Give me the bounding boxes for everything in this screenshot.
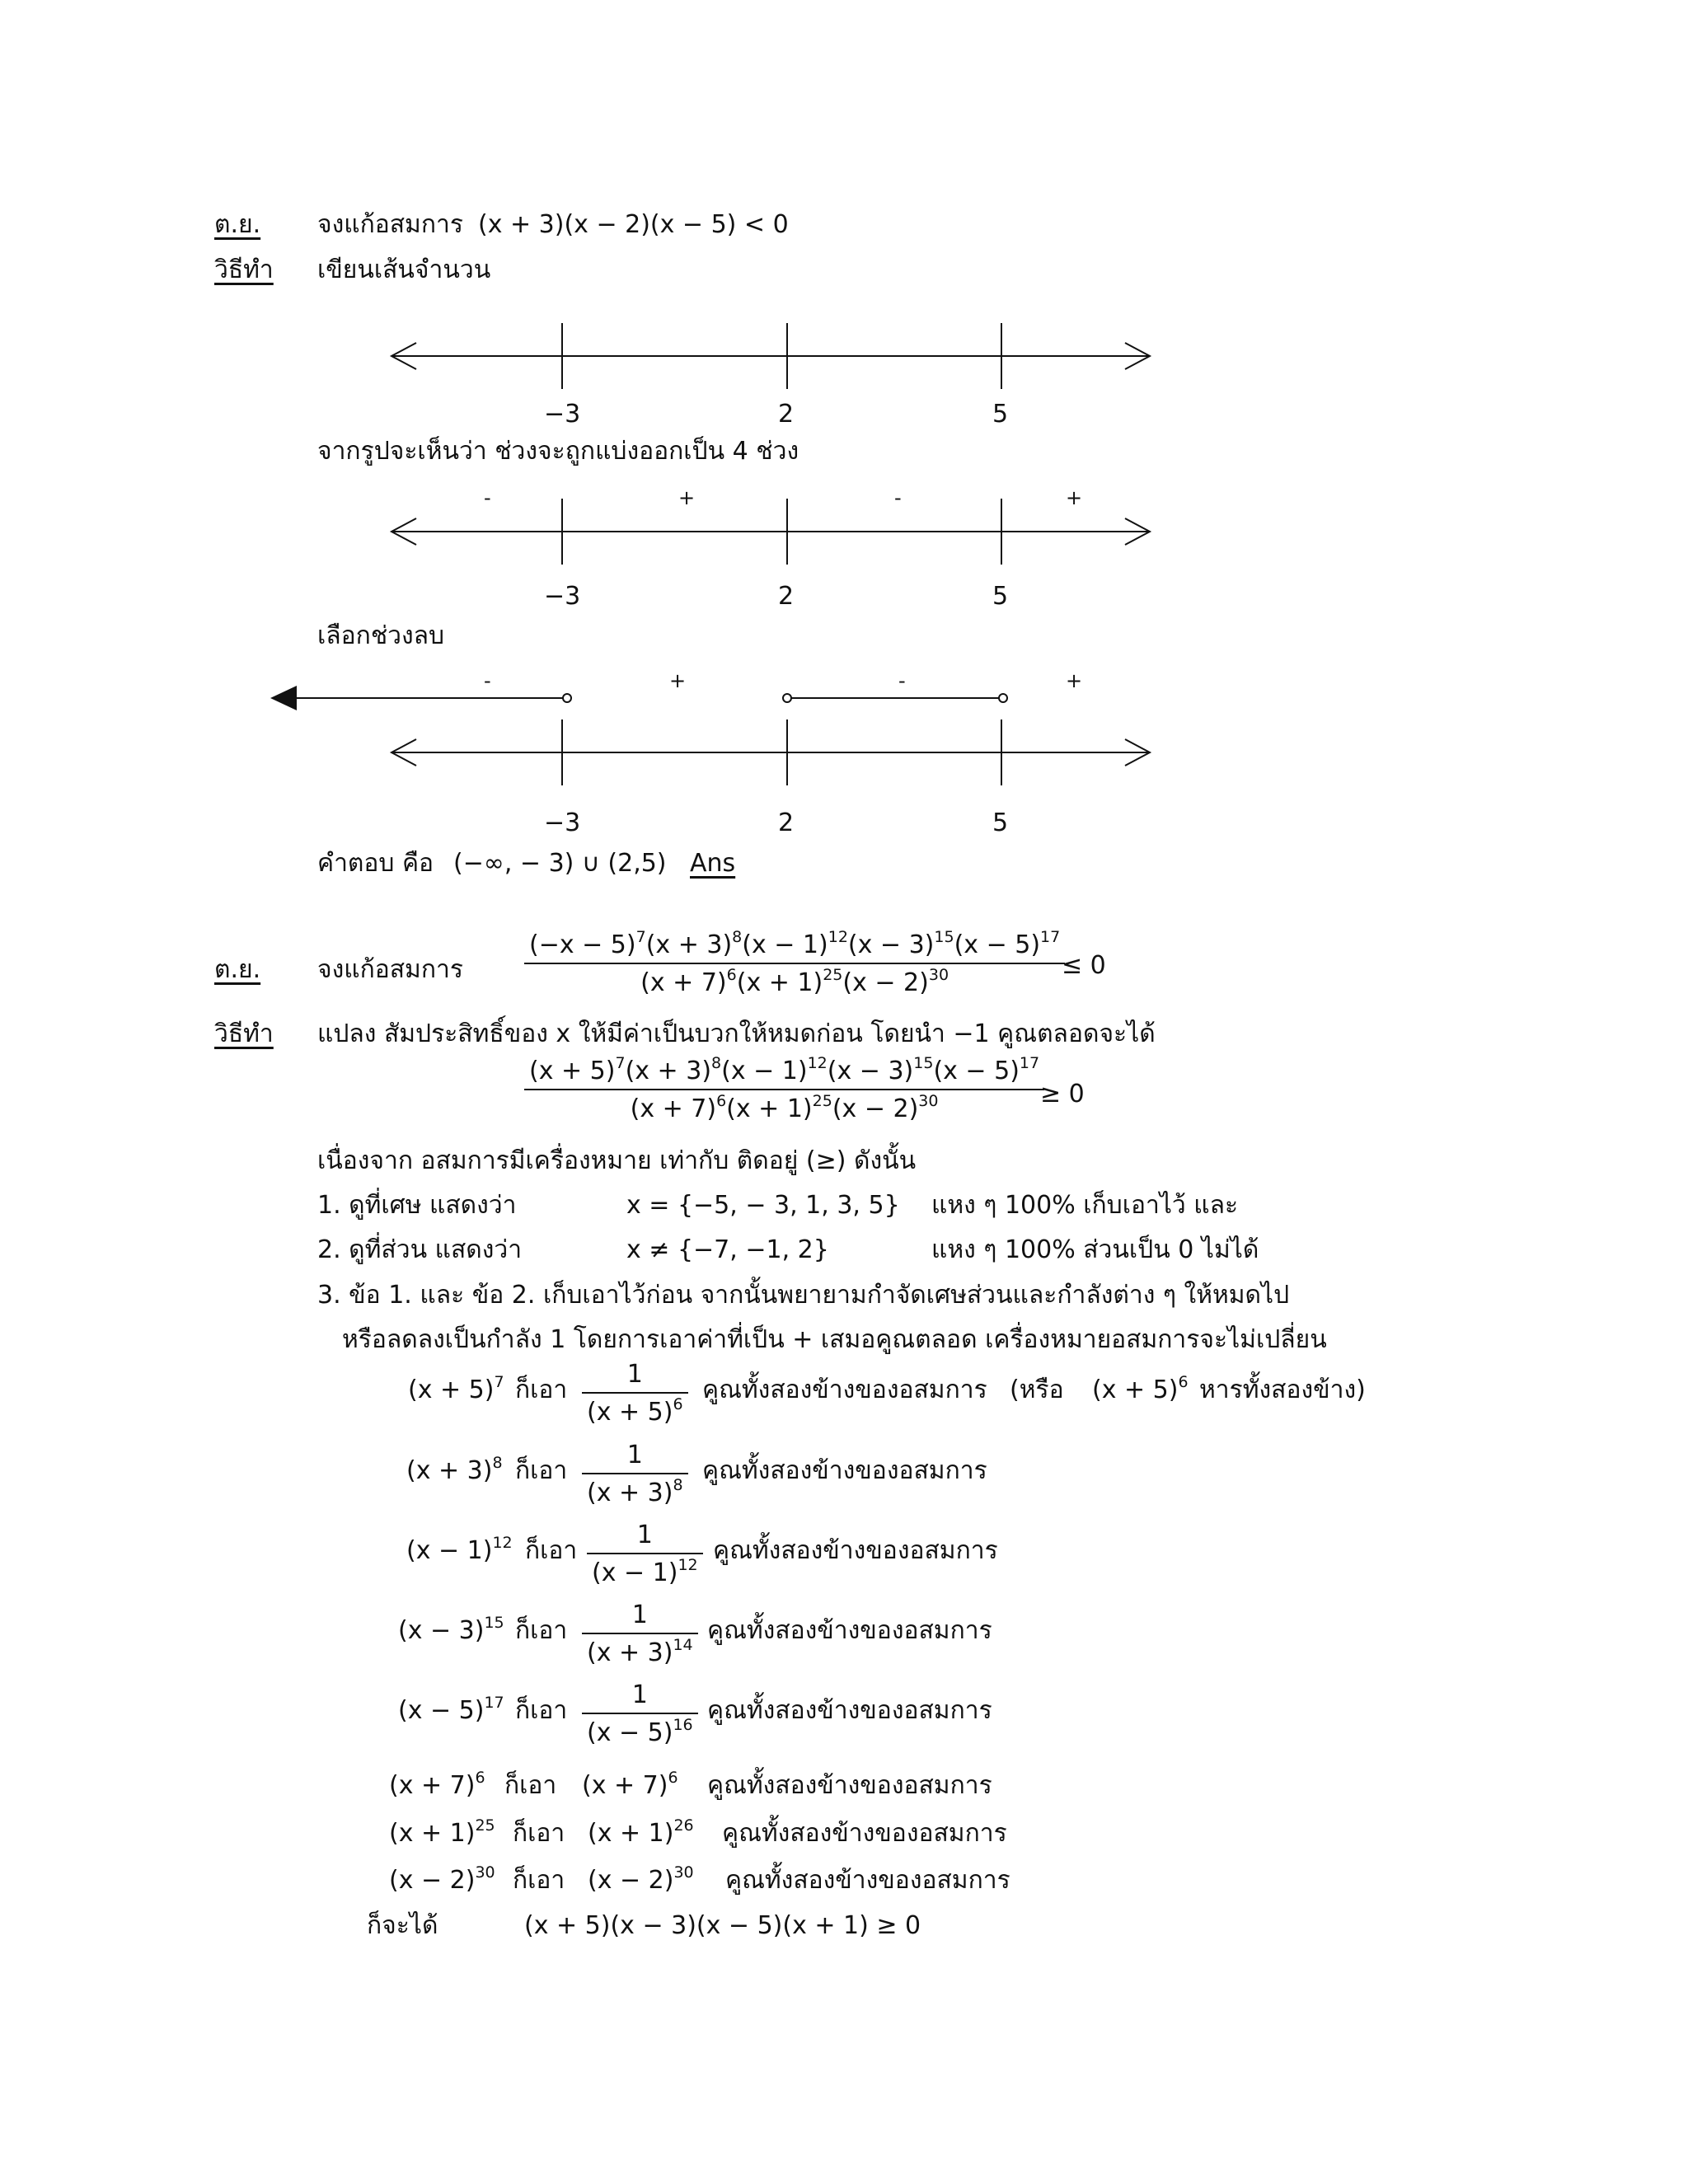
example1-step1: เขียนเส้นจำนวน [317, 255, 491, 284]
row6-multiply-both: คูณทั้งสองข้างของอสมการ [707, 1771, 992, 1800]
row3-multiply-both: คูณทั้งสองข้างของอสมการ [713, 1536, 998, 1565]
example2-result-label: ก็จะได้ [367, 1911, 438, 1940]
example1-prompt: จงแก้อสมการ [317, 210, 463, 239]
nl2-sign-plus-2: + [1066, 486, 1083, 509]
nl2-tick-5: 5 [992, 582, 1009, 611]
row2-take: ก็เอา [515, 1456, 568, 1485]
nl2-sign-minus-1: - [484, 486, 491, 509]
nl3-sign-minus-1: - [484, 669, 491, 692]
row6-factor: $(x + 7)^6$ [389, 1769, 485, 1800]
row7-take: ก็เอา [513, 1819, 565, 1848]
item2-label: 2. ดูที่ส่วน แสดงว่า [317, 1235, 523, 1264]
item3-line1: 3. ข้อ 1. และ ข้อ 2. เก็บเอาไว้ก่อน จากนั้นพยายามกำจัดเศษส่วนและกำลังต่าง ๆ ให้หมดไป [317, 1281, 1290, 1310]
row8-multiply-both: คูณทั้งสองข้างของอสมการ [725, 1866, 1010, 1895]
open-circle-neg3 [563, 694, 571, 702]
example2-prompt: จงแก้อสมการ [317, 955, 463, 984]
nl1-tick-neg3: −3 [544, 400, 581, 429]
open-circle-2 [783, 694, 791, 702]
example2-method-label: วิธีทำ [214, 1019, 274, 1048]
row7-multiplier: $(x + 1)^{26}$ [588, 1816, 694, 1848]
fraction-denominator: $(x + 7)^6(x + 1)^{25}(x - 2)^{30}$ [640, 966, 950, 997]
row1-multiplier: 1 $(x + 5)^6$ [582, 1362, 688, 1425]
fraction-bar [524, 1089, 1044, 1090]
nl3-sign-plus-1: + [669, 669, 687, 692]
row5-take: ก็เอา [515, 1696, 568, 1725]
row3-take: ก็เอา [525, 1536, 578, 1565]
nl3-sign-minus-2: - [898, 669, 906, 692]
item1-math: x = {−5, − 3, 1, 3, 5} [626, 1191, 900, 1220]
row2-factor: $(x + 3)^8$ [406, 1454, 503, 1485]
row3-multiplier: 1 $(x - 1)^{12}$ [587, 1523, 703, 1586]
row6-multiplier: $(x + 7)^6$ [582, 1769, 678, 1800]
row7-factor: $(x + 1)^{25}$ [389, 1816, 495, 1848]
row2-multiplier: 1 $(x + 3)^8$ [582, 1443, 688, 1506]
item3-line2: หรือลดลงเป็นกำลัง 1 โดยการเอาค่าที่เป็น + เสมอคูณตลอด เครื่องหมายอสมการจะไม่เปลี่ยน [342, 1325, 1327, 1354]
example1-step3: เลือกช่วงลบ [317, 621, 445, 650]
row1-extra2: หารทั้งสองข้าง) [1199, 1376, 1366, 1404]
example1-label: ต.ย. [214, 210, 261, 239]
nl3-sign-plus-2: + [1066, 669, 1083, 692]
row1-take: ก็เอา [515, 1376, 568, 1404]
item1-note: แหง ๆ 100% เก็บเอาไว้ และ [931, 1191, 1239, 1220]
example2-method-text: แปลง สัมประสิทธิ์ของ x ให้มีค่าเป็นบวกให้หมดก่อน โดยนำ −1 คูณตลอดจะได้ [317, 1019, 1156, 1048]
fraction-bar [524, 963, 1065, 964]
nl3-tick-neg3: −3 [544, 808, 581, 837]
row4-multiplier: 1 $(x + 3)^{14}$ [582, 1603, 698, 1666]
row8-factor: $(x - 2)^{30}$ [389, 1863, 495, 1895]
row4-factor: $(x - 3)^{15}$ [398, 1614, 504, 1645]
example2-rel-le: ≤ 0 [1062, 951, 1106, 980]
row1-extra: (หรือ [1010, 1376, 1064, 1404]
row1-factor: $(x + 5)^7$ [408, 1373, 504, 1404]
row5-factor: $(x - 5)^{17}$ [398, 1694, 504, 1725]
row1-extra-factor: $(x + 5)^6$ [1092, 1373, 1189, 1404]
nl1-tick-5: 5 [992, 400, 1009, 429]
row6-take: ก็เอา [504, 1771, 557, 1800]
fraction-numerator: $(-x - 5)^7(x + 3)^8(x - 1)^{12}(x - 3)^{15}(x - 5)^{17}$ [529, 928, 1061, 959]
row8-multiplier: $(x - 2)^{30}$ [588, 1863, 694, 1895]
nl2-tick-neg3: −3 [544, 582, 581, 611]
row3-factor: $(x - 1)^{12}$ [406, 1534, 513, 1565]
item1-label: 1. ดูที่เศษ แสดงว่า [317, 1191, 517, 1220]
nl3-tick-2: 2 [778, 808, 795, 837]
example2-rel-ge: ≥ 0 [1040, 1080, 1085, 1108]
row7-multiply-both: คูณทั้งสองข้างของอสมการ [722, 1819, 1007, 1848]
row4-multiply-both: คูณทั้งสองข้างของอสมการ [707, 1616, 992, 1645]
example1-step2: จากรูปจะเห็นว่า ช่วงจะถูกแบ่งออกเป็น 4 ช่วง [317, 437, 799, 466]
fraction-denominator: $(x + 7)^6(x + 1)^{25}(x - 2)^{30}$ [630, 1092, 939, 1123]
item2-note: แหง ๆ 100% ส่วนเป็น 0 ไม่ได้ [931, 1235, 1259, 1264]
row4-take: ก็เอา [515, 1616, 568, 1645]
example2-fraction-positive [524, 1054, 1044, 1123]
row5-multiply-both: คูณทั้งสองข้างของอสมการ [707, 1696, 992, 1725]
example1-inequality: (x + 3)(x − 2)(x − 5) < 0 [478, 210, 789, 239]
example1-answer-prefix: คำตอบ คือ [317, 849, 434, 878]
nl3-tick-5: 5 [992, 808, 1009, 837]
row1-multiply-both: คูณทั้งสองข้างของอสมการ [702, 1376, 987, 1404]
example1-method-label: วิธีทำ [214, 255, 274, 284]
nl2-sign-minus-2: - [894, 486, 902, 509]
example1-ans: Ans [690, 849, 736, 878]
solution-arrow-left [270, 686, 297, 710]
row8-take: ก็เอา [513, 1866, 565, 1895]
example2-fraction-original [524, 928, 1065, 997]
example2-result: (x + 5)(x − 3)(x − 5)(x + 1) ≥ 0 [524, 1911, 921, 1940]
example2-since: เนื่องจาก อสมการมีเครื่องหมาย เท่ากับ ติดอยู่ (≥) ดังนั้น [317, 1146, 917, 1175]
example2-label: ต.ย. [214, 955, 261, 984]
open-circle-5 [999, 694, 1007, 702]
row5-multiplier: 1 $(x - 5)^{16}$ [582, 1683, 698, 1746]
nl2-sign-plus-1: + [678, 486, 696, 509]
nl2-tick-2: 2 [778, 582, 795, 611]
item2-math: x ≠ {−7, −1, 2} [626, 1235, 829, 1264]
nl1-tick-2: 2 [778, 400, 795, 429]
example1-answer: (−∞, − 3) ∪ (2,5) [453, 849, 667, 878]
fraction-numerator: $(x + 5)^7(x + 3)^8(x - 1)^{12}(x - 3)^{15}(x - 5)^{17}$ [529, 1054, 1040, 1085]
row2-multiply-both: คูณทั้งสองข้างของอสมการ [702, 1456, 987, 1485]
